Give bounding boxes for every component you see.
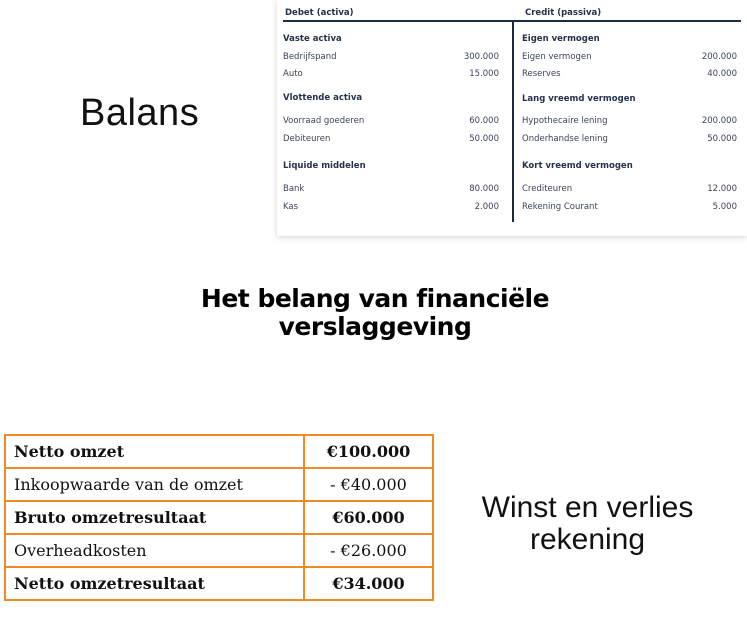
item-label: Debiteuren bbox=[283, 134, 331, 144]
item-amount: 80.000 bbox=[469, 184, 499, 194]
balans-label: Balans bbox=[80, 92, 200, 134]
item-label: Crediteuren bbox=[522, 184, 573, 194]
credit-header: Credit (passiva) bbox=[525, 8, 602, 18]
row-label: Overheadkosten bbox=[5, 534, 304, 567]
section-liquide-middelen: Liquide middelen bbox=[283, 161, 366, 171]
section-kort-vreemd-vermogen: Kort vreemd vermogen bbox=[522, 161, 633, 171]
item-amount: 40.000 bbox=[707, 69, 737, 79]
row-label: Netto omzet bbox=[5, 435, 304, 468]
column-divider bbox=[512, 22, 514, 222]
item-label: Kas bbox=[283, 202, 299, 212]
row-value: €100.000 bbox=[304, 435, 433, 468]
page-title bbox=[150, 285, 600, 341]
item-amount: 50.000 bbox=[469, 134, 499, 144]
row-label: Netto omzetresultaat bbox=[5, 567, 304, 600]
table-row bbox=[5, 501, 433, 534]
table-row bbox=[5, 534, 433, 567]
debet-header: Debet (activa) bbox=[285, 8, 354, 18]
section-eigen-vermogen: Eigen vermogen bbox=[522, 34, 600, 44]
item-label: Auto bbox=[283, 69, 303, 79]
item-label: Bedrijfspand bbox=[283, 52, 337, 62]
section-vlottende-activa: Vlottende activa bbox=[283, 93, 363, 103]
section-vaste-activa: Vaste activa bbox=[283, 34, 342, 44]
row-value: - €26.000 bbox=[304, 534, 433, 567]
table-row bbox=[5, 468, 433, 501]
balance-sheet bbox=[277, 0, 747, 236]
item-amount: 200.000 bbox=[701, 116, 737, 126]
item-amount: 200.000 bbox=[701, 52, 737, 62]
item-label: Onderhandse lening bbox=[522, 134, 608, 144]
item-label: Hypothecaire lening bbox=[522, 116, 608, 126]
wv-label-line-2: rekening bbox=[529, 523, 646, 556]
item-label: Rekening Courant bbox=[522, 202, 598, 212]
item-amount: 300.000 bbox=[463, 52, 499, 62]
item-amount: 15.000 bbox=[469, 69, 499, 79]
row-label: Bruto omzetresultaat bbox=[5, 501, 304, 534]
table-row bbox=[5, 567, 433, 600]
row-value: - €40.000 bbox=[304, 468, 433, 501]
item-amount: 50.000 bbox=[707, 134, 737, 144]
title-line-1: Het belang van financiële bbox=[200, 284, 550, 313]
row-label: Inkoopwaarde van de omzet bbox=[5, 468, 304, 501]
row-value: €34.000 bbox=[304, 567, 433, 600]
table-row bbox=[5, 435, 433, 468]
title-line-2: verslaggeving bbox=[278, 312, 472, 341]
item-label: Reserves bbox=[522, 69, 561, 79]
section-lang-vreemd-vermogen: Lang vreemd vermogen bbox=[522, 94, 636, 104]
item-label: Voorraad goederen bbox=[283, 116, 365, 126]
item-label: Eigen vermogen bbox=[522, 52, 592, 62]
row-value: €60.000 bbox=[304, 501, 433, 534]
wv-label-line-1: Winst en verlies bbox=[481, 491, 694, 524]
item-amount: 60.000 bbox=[469, 116, 499, 126]
item-amount: 5.000 bbox=[712, 202, 737, 212]
winst-verlies-label bbox=[455, 492, 720, 556]
item-label: Bank bbox=[283, 184, 305, 194]
item-amount: 12.000 bbox=[707, 184, 737, 194]
item-amount: 2.000 bbox=[474, 202, 499, 212]
income-statement-table bbox=[4, 434, 434, 601]
